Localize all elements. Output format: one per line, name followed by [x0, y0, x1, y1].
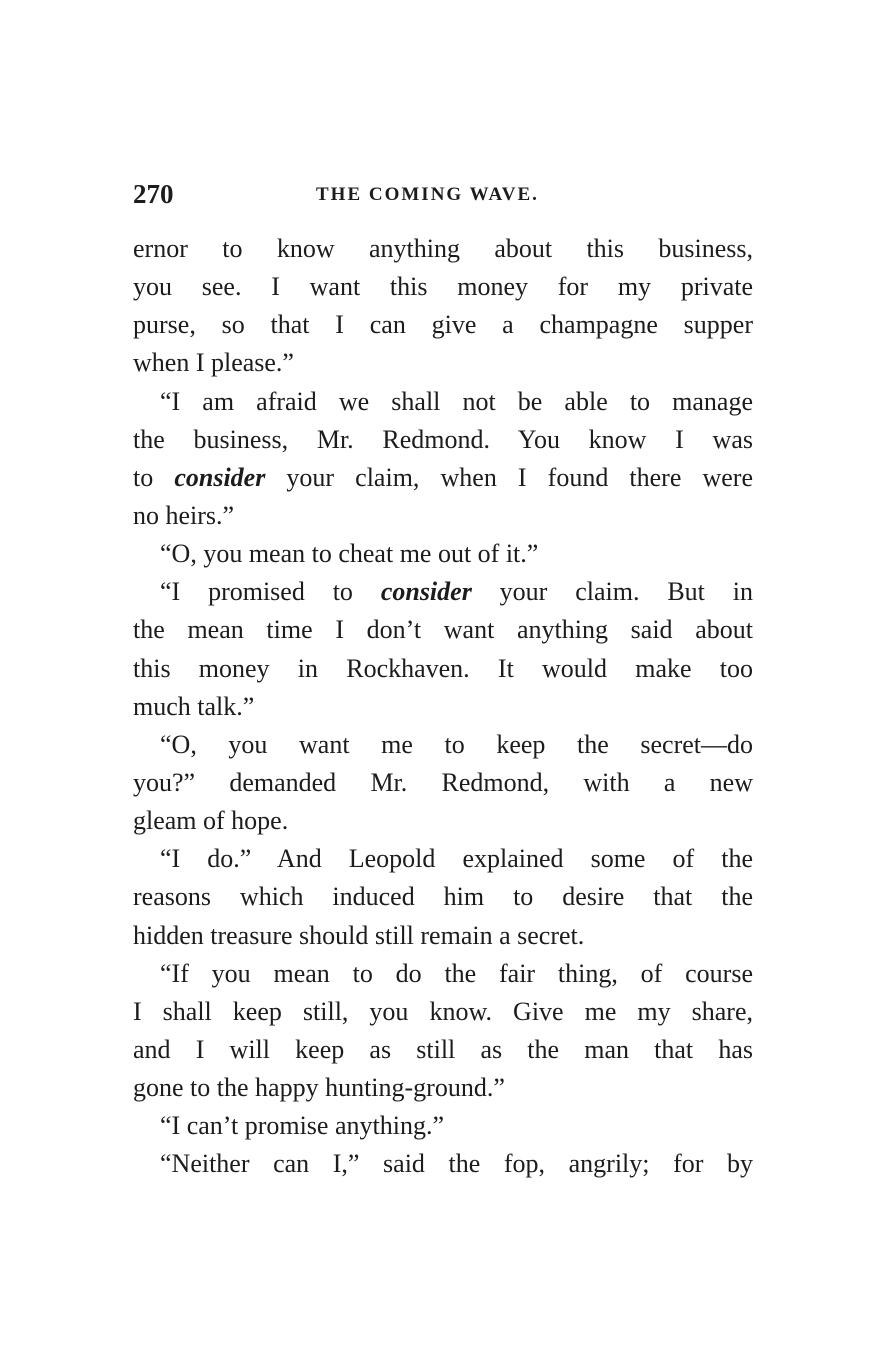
emphasized-word: consider	[380, 577, 472, 607]
text-line: “I do.” And Leopold explained some of the	[160, 844, 753, 874]
text-line: gone to the happy hunting-ground.”	[133, 1073, 505, 1103]
text-line: and I will keep as still as the man that has	[133, 1034, 753, 1064]
text-line: I shall keep still, you know. Give me my share,	[133, 996, 753, 1026]
page-header	[133, 178, 753, 210]
text-line: “O, you mean to cheat me out of it.”	[160, 539, 539, 569]
text-line: hidden treasure should still remain a secret.	[133, 920, 585, 950]
body-text	[133, 230, 753, 1184]
page-number: 270	[133, 179, 174, 209]
text-line: this money in Rockhaven. It would make too	[133, 653, 753, 683]
text-line: when I please.”	[133, 348, 294, 378]
text-line: you see. I want this money for my private	[133, 272, 753, 302]
text-line: reasons which induced him to desire that the	[133, 882, 753, 912]
text-line: the business, Mr. Redmond. You know I was	[133, 424, 753, 454]
text-line: gleam of hope.	[133, 806, 289, 836]
text-line: you?” demanded Mr. Redmond, with a new	[133, 767, 753, 797]
text-line: purse, so that I can give a champagne supper	[133, 310, 753, 340]
text-line: to consider your claim, when I found there were	[133, 462, 753, 492]
text-line: ernor to know anything about this business,	[133, 234, 753, 263]
text-line: “I am afraid we shall not be able to manage	[160, 386, 753, 416]
text-line: “O, you want me to keep the secret—do	[160, 729, 753, 759]
text-line: no heirs.”	[133, 500, 235, 530]
running-head: THE COMING WAVE.	[316, 184, 539, 205]
emphasized-word: consider	[174, 462, 266, 492]
text-line: “Neither can I,” said the fop, angrily; for by	[160, 1149, 753, 1179]
text-line: the mean time I don’t want anything said about	[133, 615, 753, 645]
text-line: “I promised to consider your claim. But in	[160, 577, 754, 607]
text-line: much talk.”	[133, 691, 255, 721]
text-line: “I can’t promise anything.”	[160, 1111, 444, 1141]
text-line: “If you mean to do the fair thing, of course	[160, 958, 753, 988]
